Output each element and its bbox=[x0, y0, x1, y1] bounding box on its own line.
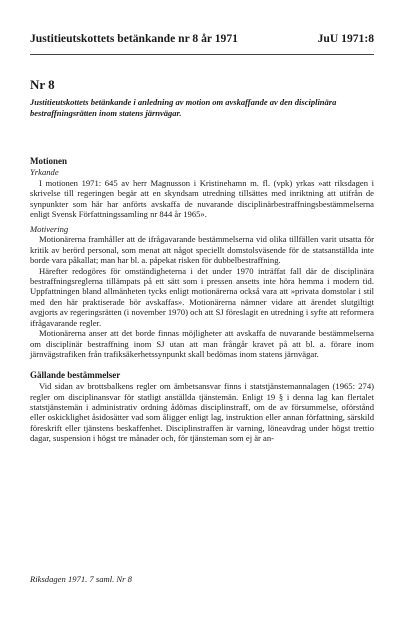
report-title: Justitieutskottets betänkande i anledning av motion om avskaffande av den disciplinära bestraffningsrätten inom statens järnvägar. bbox=[30, 97, 337, 118]
subheading-motivering: Motivering bbox=[30, 223, 69, 234]
paragraph-yrkande: I motionen 1971: 645 av herr Magnusson i Kristinehamn m. fl. (vpk) yrkas »att riksdagen i skrivelse till regeringen begär att en skyndsam utredning tillsättes med inriktning att utifrån de synpunkter som här har anförts avskaffa de nuvarande disciplinärbestraffningsbestämmelserna enligt Svensk Författningssamling nr 844 år 1965». bbox=[30, 177, 374, 220]
section-heading-motionen: Motionen bbox=[30, 156, 67, 166]
subheading-yrkande: Yrkande bbox=[30, 167, 59, 178]
page-footer: Riksdagen 1971. 7 saml. Nr 8 bbox=[30, 574, 132, 584]
running-header bbox=[30, 32, 374, 45]
paragraph-gallande-1: Vid sidan av brottsbalkens regler om ämbetsansvar finns i statstjänstemannalagen (1965: 274) regler om disciplinansvar för statligt anställda tjänstemän. Enligt 19 § i denna lag kan flertalet statstjänstemän i administrativ ordning ådömas disciplinstraff, om de av försummelse, oförstånd eller oskicklighet åsidosätter vad som åligger enligt lag, instruktion eller annan författning, särskild föreskrift eller tjänstens beskaffenhet. Disciplinstraffen är varning, löneavdrag under högst trettio dagar, suspension i högst tre månader och, för tjänsteman som ej är an- bbox=[30, 381, 374, 444]
header-rule bbox=[30, 54, 374, 55]
paragraph-motivering-2: Härefter redogöres för omständigheterna i det under 1970 inträffat fall där de disciplinära bestraffningsreglerna tillämpats på ett sätt som i pressen ansetts inte höra hemma i modern tid. Uppfattningen bland allmänheten tycks enligt motionärerna också vara att »privata domstolar i stil med den här praktiserade bör avskaffas». Motionärerna nämner vidare att ärendet slutgiltigt avgjorts av regeringsrätten (i november 1970) och att SJ föreslagit en utredning i syfte att reformera ifrågavarande regler. bbox=[30, 265, 374, 328]
report-body bbox=[30, 156, 374, 444]
report-number: Nr 8 bbox=[30, 77, 55, 92]
paragraph-motivering-3: Motionärerna anser att det borde finnas möjligheter att avskaffa de nuvarande bestämmelserna om disciplinär bestraffning inom SJ utan att man frångår kravet på att bl. a. förare inom järnvägstrafiken från trafiksäkerhetssynpunkt skall bedömas inom statens järnvägar. bbox=[30, 328, 374, 360]
paragraph-motivering-1: Motionärerna framhåller att de ifrågavarande bestämmelserna vid olika tillfällen varit utsatta för kritik av berörd personal, som menat att något speciellt domstolsväsende för de statsanställda inte borde vara påkallat; man har bl. a. påpekat risken för dubbelbestraffning. bbox=[30, 234, 374, 266]
header-report-code: JuU 1971:8 bbox=[317, 32, 374, 45]
section-heading-gallande: Gällande bestämmelser bbox=[30, 369, 121, 380]
header-report-title: Justitieutskottets betänkande nr 8 år 1971 bbox=[30, 32, 238, 45]
spacer bbox=[30, 360, 374, 370]
